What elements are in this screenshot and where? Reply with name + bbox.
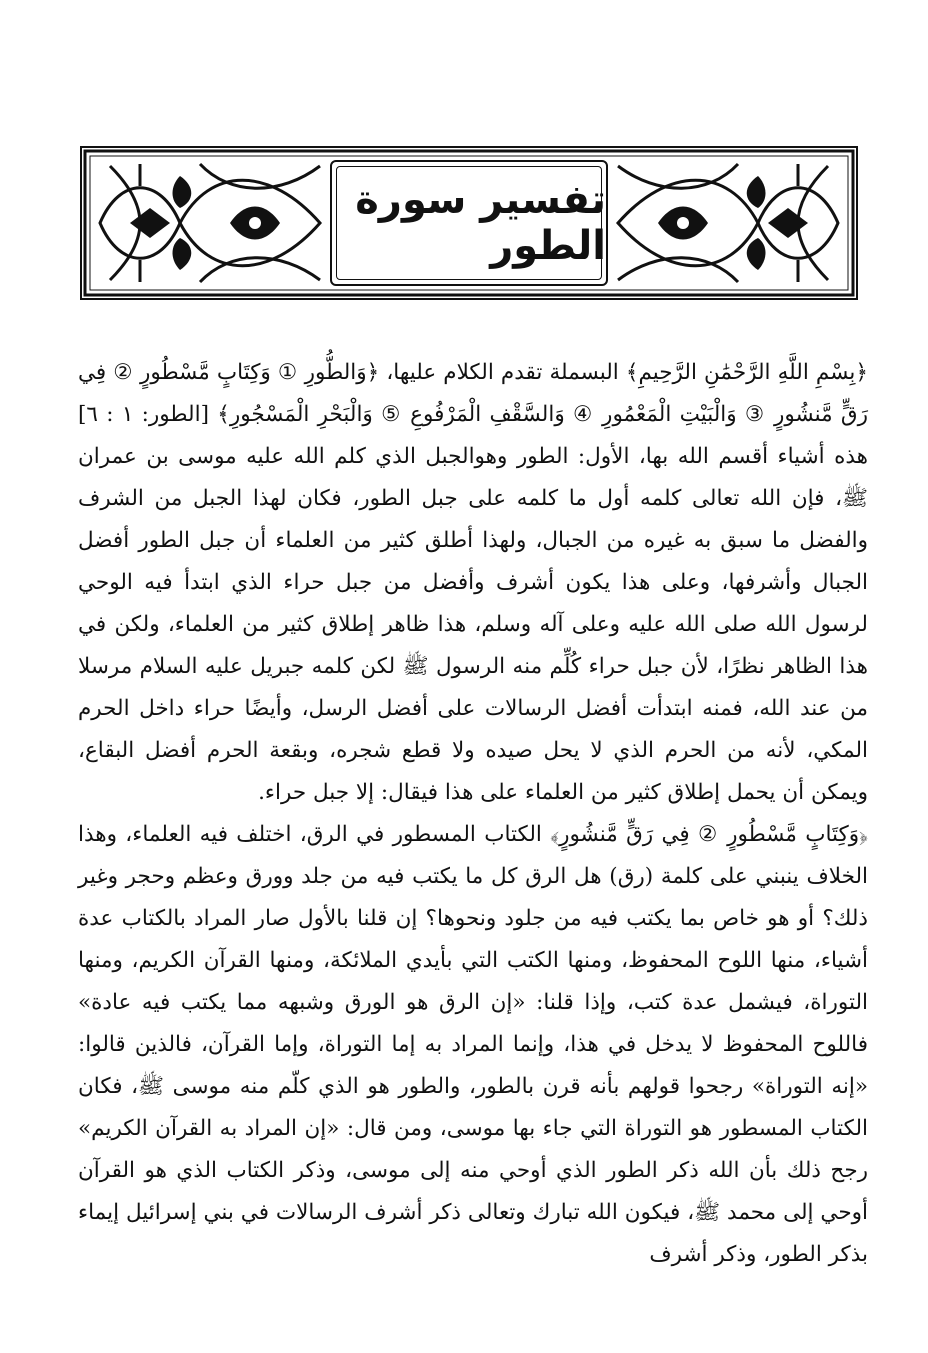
paragraph-kitab-mastur: ﴿وَكِتَابٍ مَّسْطُورٍ ② فِي رَقٍّ مَّنشُورٍ﴾ الكتاب المسطور في الرق، اختلف فيه العلماء، وهذا الخلاف ينبني على كلمة (رق) هل الرق كل ما يكتب فيه من جلد وورق وعظم وحجر وغير ذلك؟ أو هو خاص بما يكتب فيه من جلود ونحوها؟ إن قلنا بالأول صار المراد بالكتاب عدة أشياء، منها اللوح المحفوظ، ومنها الكتب التي بأيدي الملائكة، ومنها القرآن الكريم، ومنها التوراة، فيشمل عدة كتب، وإذا قلنا: «إن الرق هو الورق وشبهه مما يكتب فيه عادة» فاللوح المحفوظ لا يدخل في هذا، وإنما المراد به إما التوراة، وإما القرآن، فالذين قالوا: «إنه التوراة» رجحوا قولهم بأنه قرن بالطور، والطور هو الذي كلّم منه موسى ﷺ، فكان الكتاب المسطور هو التوراة التي جاء بها موسى، ومن قال: «إن المراد به القرآن الكريم» رجح ذلك بأن الله ذكر الطور الذي أوحي منه إلى موسى، وذكر الكتاب الذي هو القرآن أوحي إلى محمد ﷺ، فيكون الله تبارك وتعالى ذكر أشرف الرسالات في بني إسرائيل إيماء بذكر الطور، وذكر أشرف bbox=[78, 822, 868, 1267]
tafsir-body bbox=[78, 352, 868, 1276]
surah-title: تفسير سورة الطور bbox=[355, 177, 606, 269]
surah-header-frame bbox=[80, 146, 858, 300]
title-cartouche bbox=[330, 160, 608, 286]
paragraph-tur-oath: ﴿بِسْمِ اللَّهِ الرَّحْمَٰنِ الرَّحِيمِ﴾ البسملة تقدم الكلام عليها، ﴿وَالطُّورِ ① وَكِتَابٍ مَّسْطُورٍ ② فِي رَقٍّ مَّنشُورٍ ③ وَالْبَيْتِ الْمَعْمُورِ ④ وَالسَّقْفِ الْمَرْفُوعِ ⑤ وَالْبَحْرِ الْمَسْجُورِ﴾ [الطور: ١ : ٦] هذه أشياء أقسم الله بها، الأول: الطور وهوالجبل الذي كلم الله عليه موسى بن عمران ﷺ، فإن الله تعالى كلمه أول ما كلمه على جبل الطور، فكان لهذا الجبل من الشرف والفضل ما سبق به غيره من الجبال، ولهذا أطلق كثير من العلماء أن جبل الطور أفضل الجبال وأشرفها، وعلى هذا يكون أشرف وأفضل من جبل حراء الذي ابتدأ فيه الوحي لرسول الله صلى الله عليه وعلى آله وسلم، هذا ظاهر إطلاق كثير من العلماء، ولكن في هذا الظاهر نظرًا، لأن جبل حراء كُلِّم منه الرسول ﷺ لكن كلمه جبريل عليه السلام مرسلا من عند الله، فمنه ابتدأت أفضل الرسالات على أفضل الرسل، وأيضًا حراء داخل الحرم المكي، لأنه من الحرم الذي لا يحل صيده ولا قطع شجره، وبقعة الحرم أفضل البقاع، ويمكن أن يحمل إطلاق كثير من العلماء على هذا فيقال: إلا جبل حراء. bbox=[78, 360, 868, 805]
